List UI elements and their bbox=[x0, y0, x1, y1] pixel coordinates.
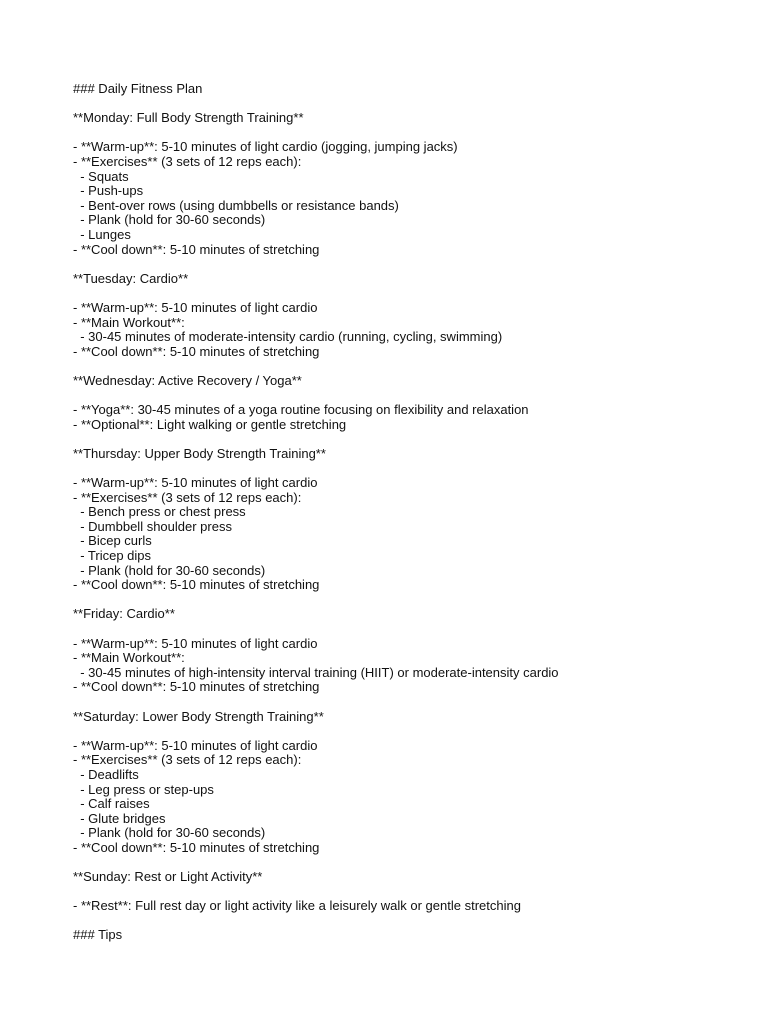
list-item: - **Main Workout**: bbox=[73, 650, 185, 666]
day-heading: **Sunday: Rest or Light Activity** bbox=[73, 869, 263, 885]
day-heading: **Tuesday: Cardio** bbox=[73, 270, 189, 286]
day-heading: **Friday: Cardio** bbox=[73, 606, 175, 622]
list-item: - **Cool down**: 5-10 minutes of stretching bbox=[73, 839, 320, 855]
list-item: - **Rest**: Full rest day or light activity like a leisurely walk or gentle stretching bbox=[73, 898, 521, 914]
list-item: - **Main Workout**: bbox=[73, 314, 185, 330]
list-item: - **Cool down**: 5-10 minutes of stretching bbox=[73, 241, 320, 257]
day-heading: **Thursday: Upper Body Strength Training** bbox=[73, 445, 326, 461]
sub-list-item: - Calf raises bbox=[73, 796, 150, 812]
blank-line bbox=[73, 286, 753, 301]
list-item: - **Warm-up**: 5-10 minutes of light cardio bbox=[73, 299, 318, 315]
list-item: - **Cool down**: 5-10 minutes of stretching bbox=[73, 343, 320, 359]
blank-line bbox=[73, 885, 753, 900]
list-item: - **Exercises** (3 sets of 12 reps each): bbox=[73, 489, 302, 505]
blank-line bbox=[73, 695, 753, 710]
list-item: - **Optional**: Light walking or gentle stretching bbox=[73, 416, 347, 432]
list-item: - **Exercises** (3 sets of 12 reps each): bbox=[73, 752, 302, 768]
blank-line bbox=[73, 97, 753, 112]
list-item: - **Exercises** (3 sets of 12 reps each): bbox=[73, 153, 302, 169]
list-item: - **Warm-up**: 5-10 minutes of light cardio bbox=[73, 475, 318, 491]
sub-list-item: - Plank (hold for 30-60 seconds) bbox=[73, 212, 266, 228]
list-item: - **Warm-up**: 5-10 minutes of light cardio bbox=[73, 737, 318, 753]
day-heading: **Wednesday: Active Recovery / Yoga** bbox=[73, 372, 302, 388]
list-item: - **Cool down**: 5-10 minutes of stretching bbox=[73, 577, 320, 593]
day-heading: **Saturday: Lower Body Strength Training** bbox=[73, 708, 324, 724]
blank-line bbox=[73, 359, 753, 374]
list-item: - **Warm-up**: 5-10 minutes of light cardio (jogging, jumping jacks) bbox=[73, 139, 458, 155]
sub-list-item: - Tricep dips bbox=[73, 548, 152, 563]
sub-list-item: - Squats bbox=[73, 168, 129, 184]
sub-list-item: - Bench press or chest press bbox=[73, 504, 246, 520]
blank-line bbox=[73, 461, 753, 476]
sub-list-item: - Push-ups bbox=[73, 183, 144, 199]
blank-line bbox=[73, 724, 753, 739]
section-heading: ### Tips bbox=[73, 927, 123, 943]
section-heading: ### Daily Fitness Plan bbox=[73, 81, 203, 96]
list-item: - **Yoga**: 30-45 minutes of a yoga routine focusing on flexibility and relaxation bbox=[73, 402, 529, 418]
sub-list-item: - Glute bridges bbox=[73, 810, 166, 826]
blank-line bbox=[73, 593, 753, 608]
sub-list-item: - Leg press or step-ups bbox=[73, 781, 214, 797]
sub-list-item: - Bicep curls bbox=[73, 533, 152, 549]
sub-list-item: - Bent-over rows (using dumbbells or resistance bands) bbox=[73, 197, 399, 213]
list-item: - **Warm-up**: 5-10 minutes of light cardio bbox=[73, 635, 318, 651]
blank-line bbox=[73, 914, 753, 929]
sub-list-item: - Deadlifts bbox=[73, 766, 139, 782]
blank-line bbox=[73, 388, 753, 403]
sub-list-item: - Lunges bbox=[73, 226, 131, 242]
list-item: - **Cool down**: 5-10 minutes of stretching bbox=[73, 679, 320, 695]
sub-list-item: - 30-45 minutes of moderate-intensity cardio (running, cycling, swimming) bbox=[73, 329, 503, 345]
day-heading: **Monday: Full Body Strength Training** bbox=[73, 110, 304, 126]
blank-line bbox=[73, 126, 753, 141]
blank-line bbox=[73, 622, 753, 637]
sub-list-item: - Plank (hold for 30-60 seconds) bbox=[73, 562, 266, 578]
document-body bbox=[73, 82, 753, 943]
blank-line bbox=[73, 432, 753, 447]
sub-list-item: - Dumbbell shoulder press bbox=[73, 518, 232, 534]
blank-line bbox=[73, 855, 753, 870]
blank-line bbox=[73, 257, 753, 272]
sub-list-item: - Plank (hold for 30-60 seconds) bbox=[73, 825, 266, 841]
sub-list-item: - 30-45 minutes of high-intensity interval training (HIIT) or moderate-intensity cardio bbox=[73, 664, 559, 680]
